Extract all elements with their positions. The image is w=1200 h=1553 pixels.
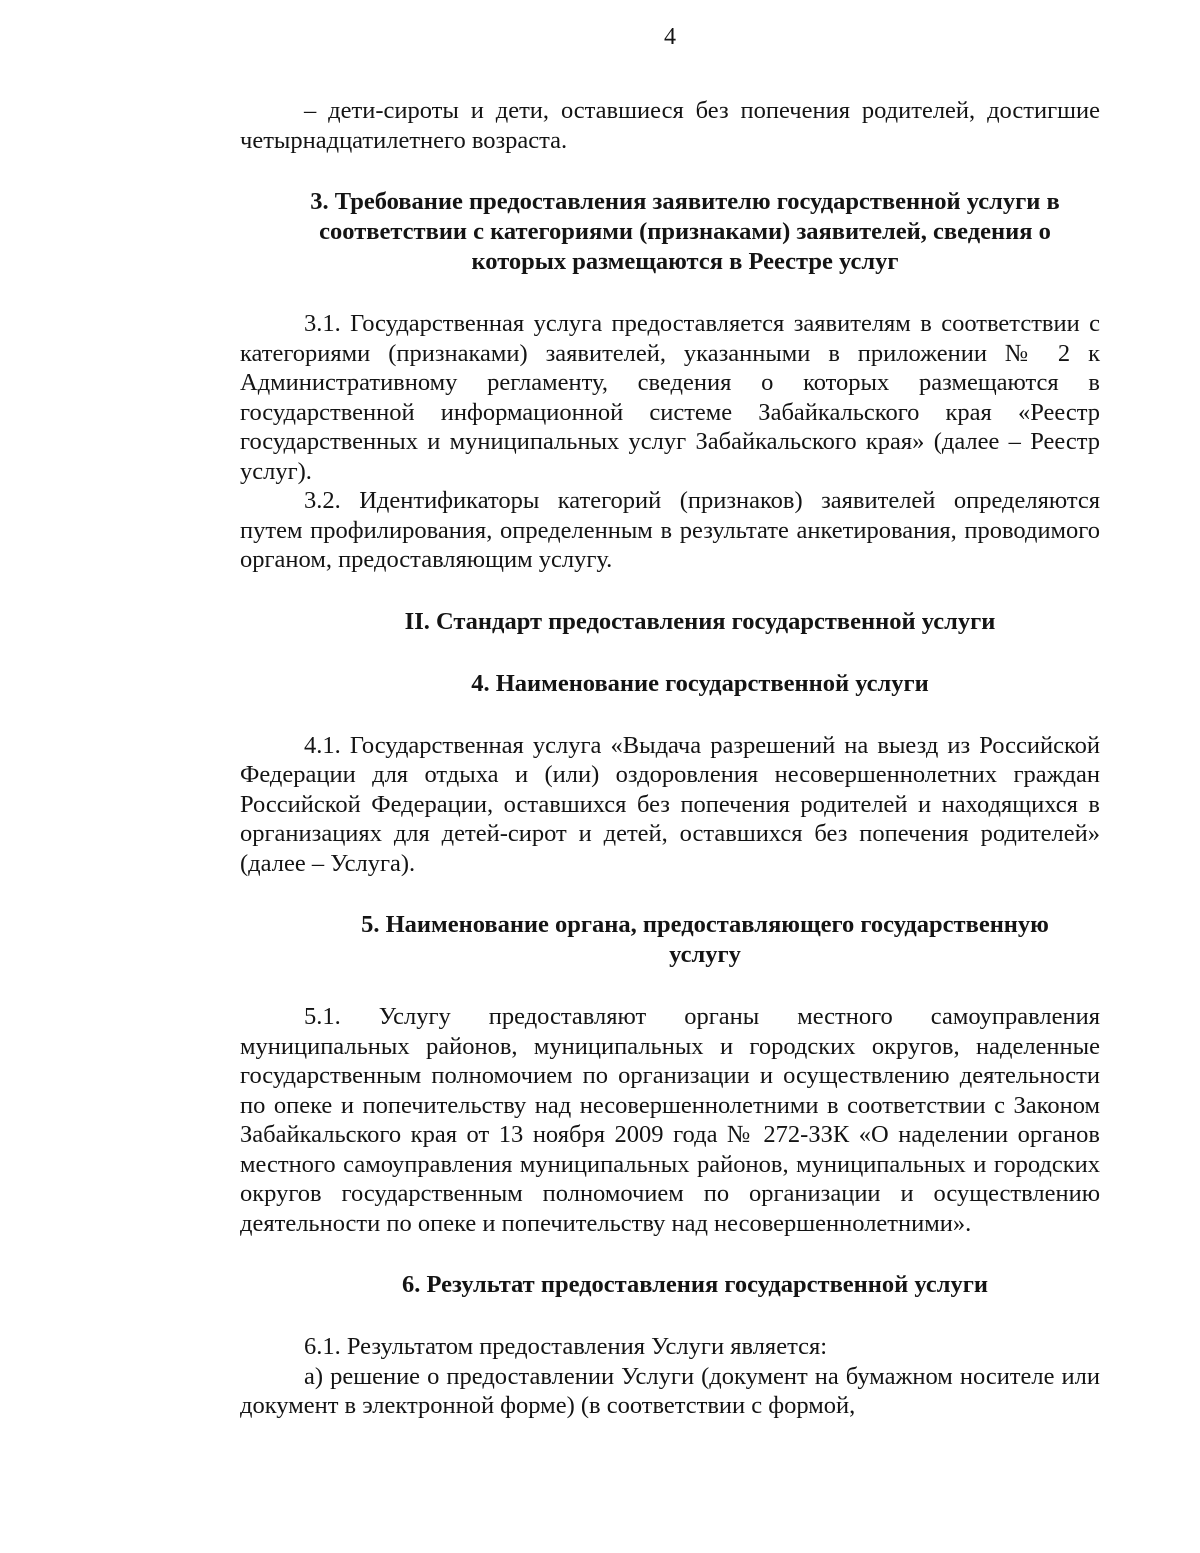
section-4-heading: 4. Наименование государственной услуги [471,669,929,697]
section-3-paragraph-1: 3.1. Государственная услуга предоставляется заявителям в соответствии с категориями (признаками) заявителей, указанными в приложении № 2 к Административному регламенту, сведения о которых размещаются в государственной информационной системе Забайкальского края «Реестр государственных и муниципальных услуг Забайкальского края» (далее – Реестр услуг). [240,310,1100,485]
section-6-paragraph-1: 6.1. Результатом предоставления Услуги является: [304,1333,828,1360]
section-6-paragraph-2: а) решение о предоставлении Услуги (документ на бумажном носителе или документ в электронной форме) (в соответствии с формой, [240,1362,1100,1419]
section-3-paragraph-2: 3.2. Идентификаторы категорий (признаков) заявителей определяются путем профилирования, определенным в результате анкетирования, проводимого органом, предоставляющим услугу. [240,487,1100,573]
document-body [240,96,1100,1421]
page-number: 4 [664,24,676,50]
section-5-paragraph-1: 5.1. Услугу предоставляют органы местного самоуправления муниципальных районов, муниципальных и городских округов, наделенные государственным полномочием по организации и осуществлению деятельности по опеке и попечительству над несовершеннолетними в соответствии с Законом Забайкальского края от 13 ноября 2009 года № 272-ЗЗК «О наделении органов местного самоуправления муниципальных районов, муниципальных и городских округов государственным полномочием по организации и осуществлению деятельности по опеке и попечительству над несовершеннолетними». [240,1003,1100,1237]
section-5-heading: 5. Наименование органа, предоставляющего государственную услугу [361,911,1049,968]
bullet-paragraph: – дети-сироты и дети, оставшиеся без попечения родителей, достигшие четырнадцатилетнего возраста. [240,97,1100,154]
section-4-paragraph-1: 4.1. Государственная услуга «Выдача разрешений на выезд из Российской Федерации для отдыха и (или) оздоровления несовершеннолетних граждан Российской Федерации, оставшихся без попечения родителей и находящихся в организациях для детей-сирот и детей, оставшихся без попечения родителей» (далее – Услуга). [240,731,1100,877]
section-6-heading: 6. Результат предоставления государственной услуги [401,1271,989,1298]
section-3-heading: 3. Требование предоставления заявителю государственной услуги в соответствии с категориями (признаками) заявителей, сведения о которых размещаются в Реестре услуг [310,188,1060,275]
part-2-heading: II. Стандарт предоставления государственной услуги [404,607,996,635]
